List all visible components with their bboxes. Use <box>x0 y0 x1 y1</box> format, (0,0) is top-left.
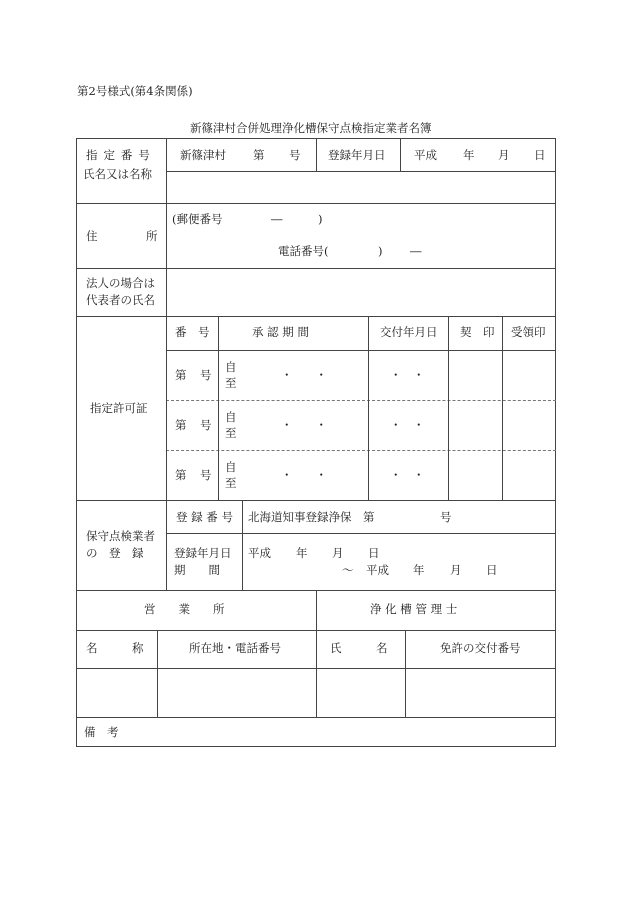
divider <box>76 316 556 317</box>
divider <box>166 533 556 534</box>
permit-row-to: 至 <box>225 476 237 490</box>
corporate-label-2: 代表者の氏名 <box>86 293 155 307</box>
divider <box>76 500 556 501</box>
office-col-license: 免許の交付番号 <box>440 641 521 655</box>
permit-row-dai: 第 <box>175 418 187 432</box>
permit-row-dots: ・ ・ <box>281 368 327 382</box>
office-col-person: 氏 名 <box>330 641 388 655</box>
permit-row-from: 自 <box>225 460 237 474</box>
corporate-label-1: 法人の場合は <box>86 276 155 290</box>
divider <box>218 316 219 500</box>
divider <box>166 350 556 351</box>
permit-col-seal: 契 印 <box>460 325 495 339</box>
office-section-label: 営 業 所 <box>144 602 225 616</box>
registration-label-2: の 登 録 <box>86 546 144 560</box>
registration-year: 年 <box>296 546 308 560</box>
go-text: 号 <box>289 148 301 162</box>
permit-row-go: 号 <box>200 468 212 482</box>
permit-row-issue-dots: ・ ・ <box>390 418 425 432</box>
registration-month-2: 月 <box>450 563 462 577</box>
divider <box>448 316 449 500</box>
divider <box>405 630 406 717</box>
divider <box>242 500 243 590</box>
year-text: 年 <box>463 148 475 162</box>
address-label-2: 所 <box>146 229 158 243</box>
permit-row-issue-dots: ・ ・ <box>390 368 425 382</box>
permit-row-to: 至 <box>225 376 237 390</box>
divider <box>76 717 556 718</box>
registration-date-label-2: 期 間 <box>174 563 220 577</box>
manager-section-label: 浄 化 槽 管 理 士 <box>370 602 458 616</box>
phone-close: ) <box>378 244 383 258</box>
divider <box>157 630 158 717</box>
dai-text: 第 <box>253 148 265 162</box>
divider <box>316 590 317 717</box>
address-label-1: 住 <box>86 229 98 243</box>
divider <box>76 203 556 204</box>
divider <box>166 316 167 590</box>
divider <box>400 138 401 171</box>
permit-label: 指定許可証 <box>90 401 148 415</box>
divider <box>368 316 369 500</box>
registration-tilde: ～ <box>342 563 354 577</box>
divider <box>166 171 556 172</box>
office-col-name: 名 称 <box>86 641 144 655</box>
registration-year-2: 年 <box>413 563 425 577</box>
divider-dashed <box>166 450 556 451</box>
permit-row-go: 号 <box>200 368 212 382</box>
postal-close: ) <box>318 212 323 226</box>
divider <box>166 268 167 316</box>
registration-month: 月 <box>332 546 344 560</box>
divider <box>502 316 503 500</box>
month-text: 月 <box>498 148 510 162</box>
registration-go: 号 <box>440 510 452 524</box>
permit-col-number: 番 号 <box>175 325 210 339</box>
form-number: 第2号様式(第4条関係) <box>77 84 193 98</box>
permit-col-issue: 交付年月日 <box>380 325 438 339</box>
registration-label-1: 保守点検業者 <box>86 529 155 543</box>
permit-row-from: 自 <box>225 410 237 424</box>
remarks-label: 備 考 <box>84 725 119 739</box>
registration-date-label: 登録年月日 <box>328 148 386 162</box>
phone-dash: ― <box>410 244 422 258</box>
table-left-border <box>76 138 77 747</box>
postal-dash: ― <box>271 212 283 226</box>
phone-label: 電話番号( <box>278 244 329 258</box>
permit-row-dots: ・ ・ <box>281 418 327 432</box>
permit-row-go: 号 <box>200 418 212 432</box>
registration-era: 平成 <box>248 546 271 560</box>
divider-dashed <box>166 400 556 401</box>
table-right-border <box>555 138 556 747</box>
era-text: 平成 <box>414 148 437 162</box>
registration-number-value: 北海道知事登録浄保 第 <box>248 510 375 524</box>
table-bottom-border <box>76 746 556 747</box>
document-title: 新篠津村合併処理浄化槽保守点検指定業者名簿 <box>190 121 432 135</box>
permit-row-from: 自 <box>225 360 237 374</box>
permit-row-dai: 第 <box>175 368 187 382</box>
permit-row-dai: 第 <box>175 468 187 482</box>
village-name: 新篠津村 <box>180 148 226 162</box>
registration-date-label-1: 登録年月日 <box>174 546 232 560</box>
divider <box>166 138 167 268</box>
registration-era-2: 平成 <box>366 563 389 577</box>
permit-col-period: 承 認 期 間 <box>252 325 309 339</box>
day-text: 日 <box>534 148 546 162</box>
permit-row-to: 至 <box>225 426 237 440</box>
registration-day-2: 日 <box>486 563 498 577</box>
divider <box>76 268 556 269</box>
postal-label: (郵便番号 <box>172 212 223 226</box>
registration-day: 日 <box>368 546 380 560</box>
name-label: 氏名又は名称 <box>83 167 152 181</box>
office-col-location: 所在地・電話番号 <box>189 641 281 655</box>
designation-number-label: 指 定 番 号 <box>86 148 152 162</box>
permit-row-issue-dots: ・ ・ <box>390 468 425 482</box>
divider <box>316 138 317 171</box>
permit-col-receipt: 受領印 <box>511 325 546 339</box>
registration-number-label: 登 録 番 号 <box>176 510 233 524</box>
permit-row-dots: ・ ・ <box>281 468 327 482</box>
